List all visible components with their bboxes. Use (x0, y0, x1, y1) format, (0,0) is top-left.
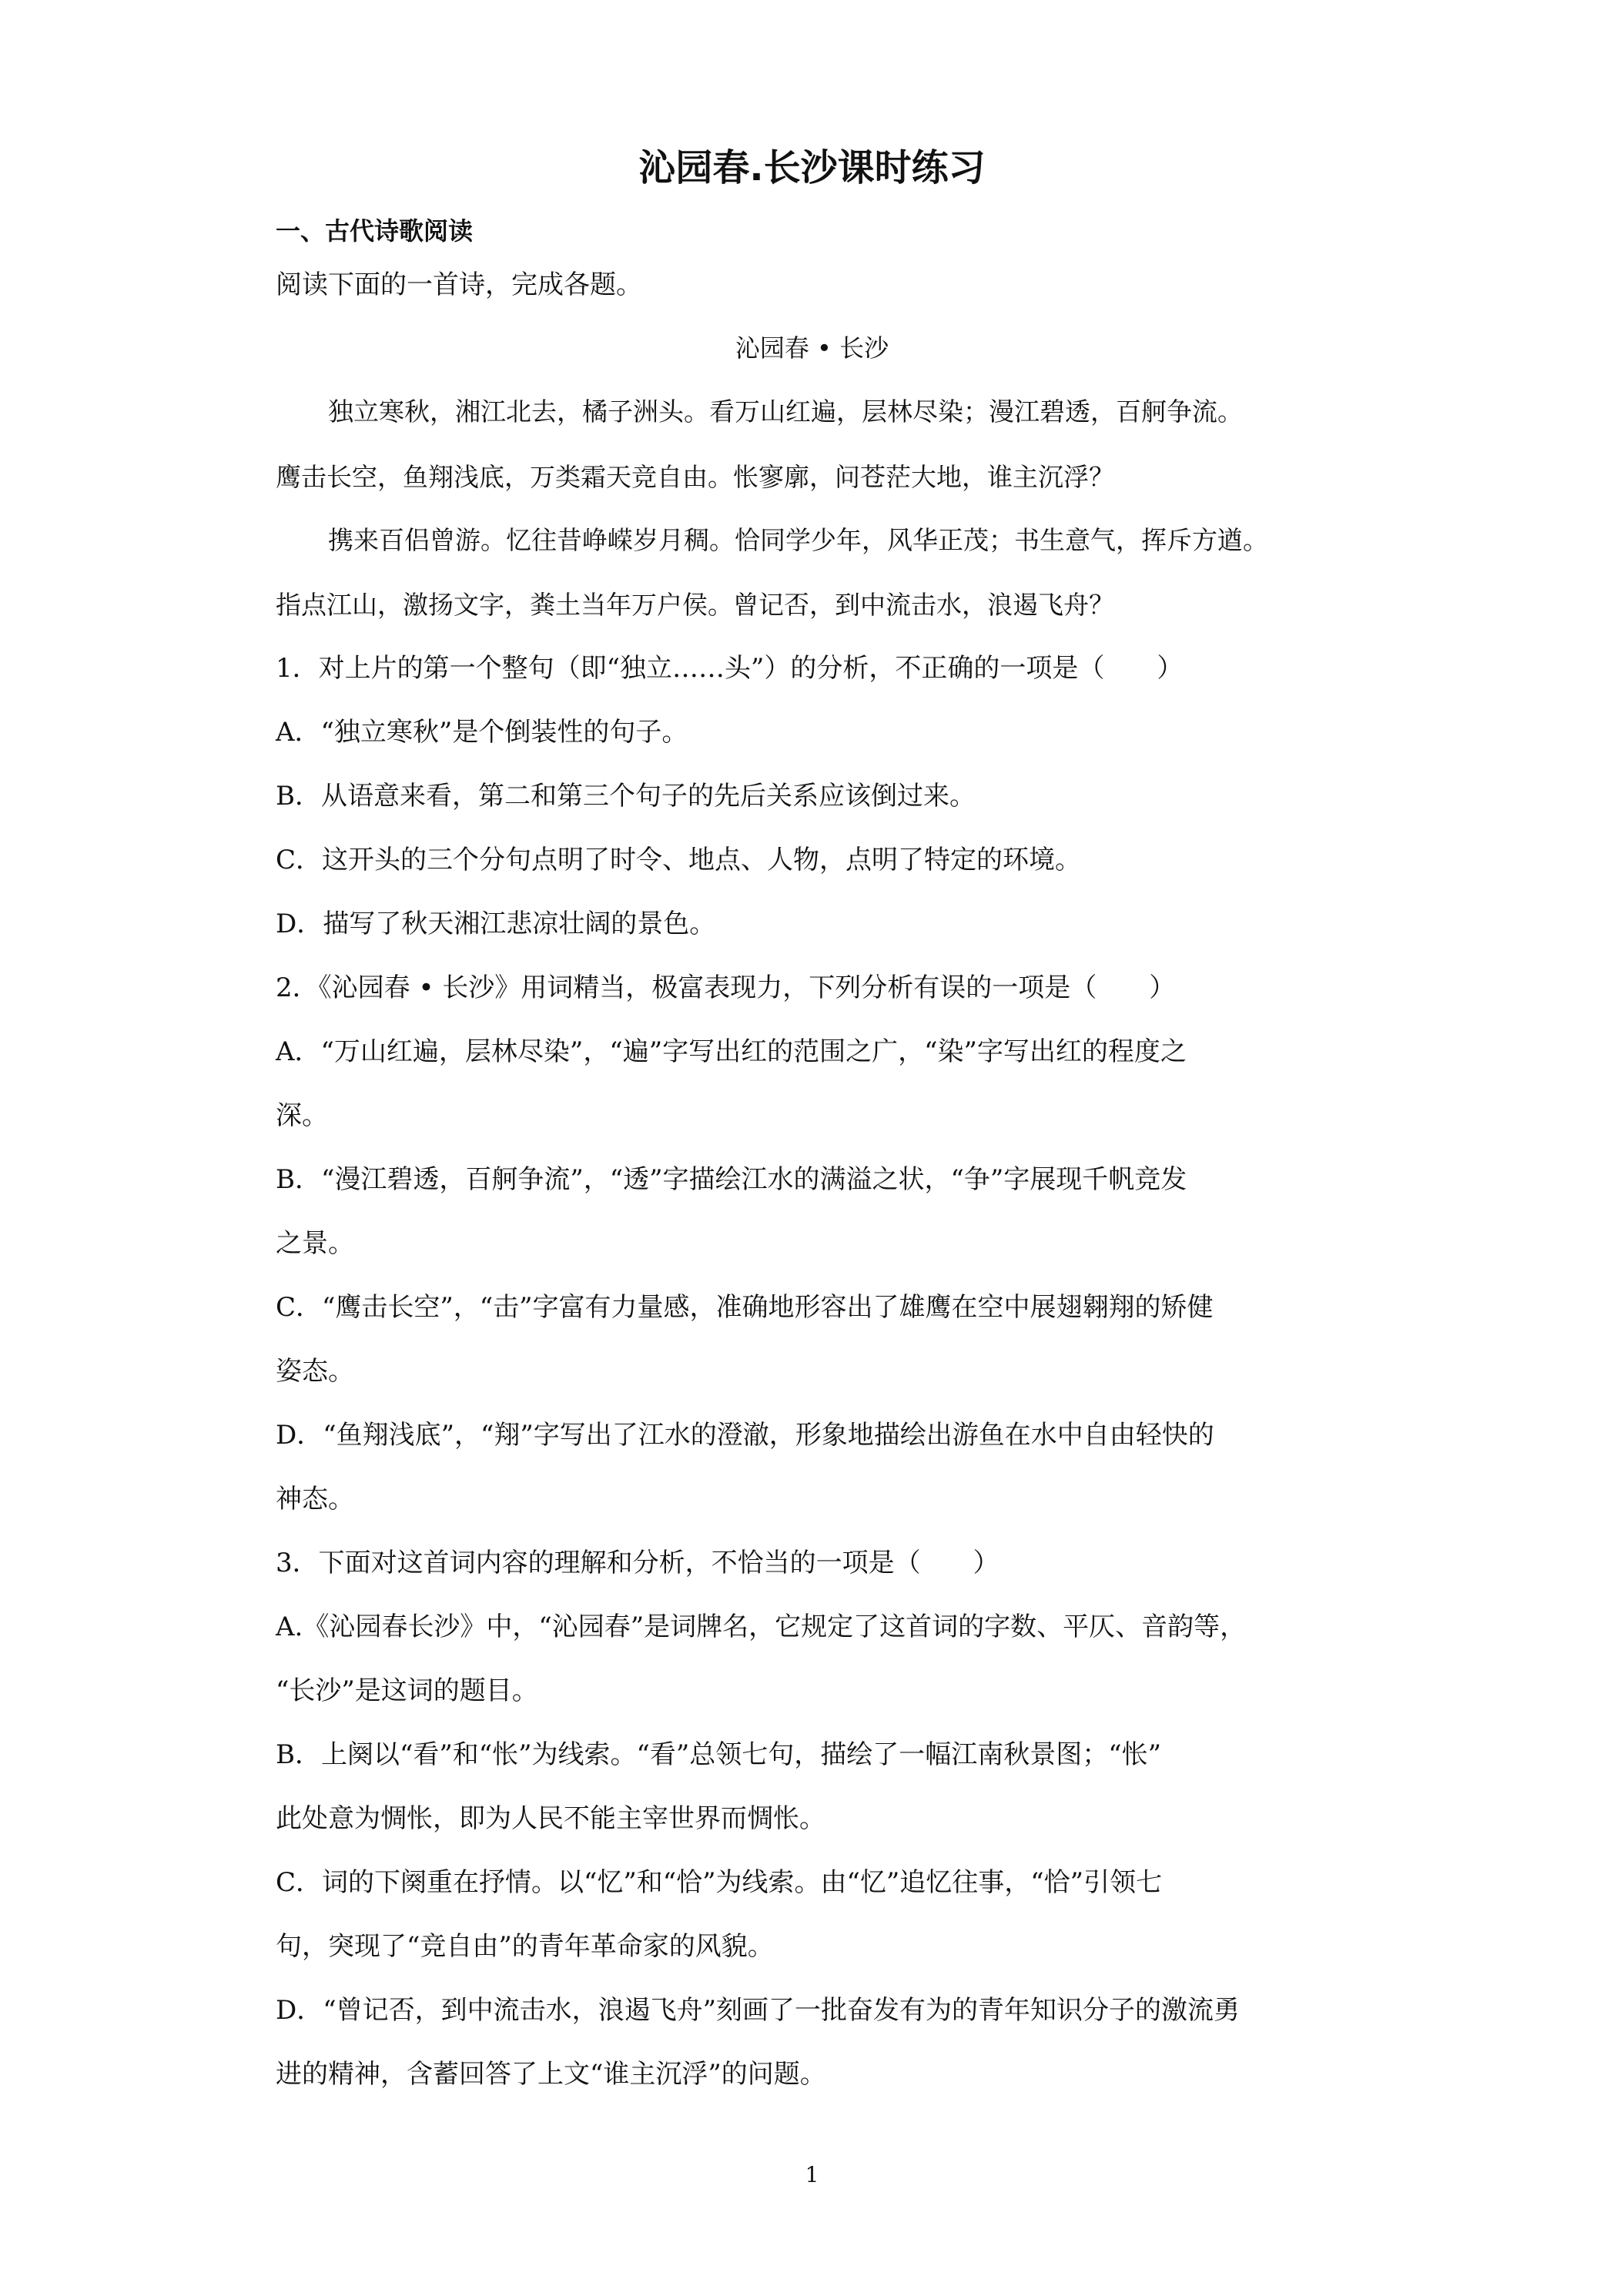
answer-option: C．“鹰击长空”，“击”字富有力量感，准确地形容出了雄鹰在空中展翅翱翔的矫健 (276, 1292, 1214, 1323)
answer-option-continued: 神态。 (276, 1484, 354, 1514)
answer-option: B．上阕以“看”和“怅”为线索。“看”总领七句，描绘了一幅江南秋景图；“怅” (276, 1739, 1162, 1770)
answer-option: A.《沁园春长沙》中，“沁园春”是词牌名，它规定了这首词的字数、平仄、音韵等， (276, 1612, 1247, 1642)
answer-option: A．“独立寒秋”是个倒装性的句子。 (276, 717, 688, 748)
answer-option: C．词的下阕重在抒情。以“忆”和“恰”为线索。由“忆”追忆往事，“恰”引领七 (276, 1867, 1163, 1898)
answer-option-continued: 深。 (276, 1100, 328, 1131)
answer-option: A．“万山红遍，层林尽染”，“遍”字写出红的范围之广，“染”字写出红的程度之 (276, 1036, 1187, 1067)
answer-option-continued: 之景。 (276, 1228, 354, 1259)
answer-option: D．描写了秋天湘江悲凉壮阔的景色。 (276, 909, 716, 939)
answer-option: D．“鱼翔浅底”，“翔”字写出了江水的澄澈，形象地描绘出游鱼在水中自由轻快的 (276, 1420, 1214, 1451)
section-heading: 一、古代诗歌阅读 (276, 216, 474, 246)
answer-option: B．“漫江碧透，百舸争流”，“透”字描绘江水的满溢之状，“争”字展现千帆竞发 (276, 1164, 1187, 1195)
poem-line: 指点江山，激扬文字，粪土当年万户侯。曾记否，到中流击水，浪遏飞舟？ (276, 590, 1114, 620)
answer-option-continued: 句，突现了“竞自由”的青年革命家的风貌。 (276, 1931, 774, 1962)
page-title: 沁园春.长沙课时练习 (638, 146, 986, 189)
instruction-text: 阅读下面的一首诗，完成各题。 (276, 269, 642, 300)
answer-option-continued: 进的精神，含蓄回答了上文“谁主沉浮”的问题。 (276, 2059, 826, 2090)
question-stem: 1．对上片的第一个整句（即“独立……头”）的分析，不正确的一项是（ ） (276, 653, 1184, 684)
question-stem: 2．《沁园春 • 长沙》用词精当，极富表现力，下列分析有误的一项是（ ） (276, 972, 1176, 1003)
answer-option: B．从语意来看，第二和第三个句子的先后关系应该倒过来。 (276, 781, 976, 812)
answer-option-continued: 姿态。 (276, 1356, 354, 1387)
poem-title: 沁园春 • 长沙 (735, 333, 889, 363)
poem-line: 独立寒秋，湘江北去，橘子洲头。看万山红遍，层林尽染；漫江碧透，百舸争流。 (328, 397, 1243, 427)
answer-option-continued: “长沙”是这词的题目。 (276, 1675, 538, 1706)
answer-option: D．“曾记否，到中流击水，浪遏飞舟”刻画了一批奋发有为的青年知识分子的激流勇 (276, 1995, 1241, 2026)
page-number: 1 (805, 2162, 819, 2187)
answer-option-continued: 此处意为惆怅，即为人民不能主宰世界而惆怅。 (276, 1803, 825, 1834)
answer-option: C．这开头的三个分句点明了时令、地点、人物，点明了特定的环境。 (276, 845, 1082, 875)
poem-line: 鹰击长空，鱼翔浅底，万类霜天竞自由。怅寥廓，问苍茫大地，谁主沉浮？ (276, 462, 1114, 492)
poem-line: 携来百侣曾游。忆往昔峥嵘岁月稠。恰同学少年，风华正茂；书生意气，挥斥方遒。 (328, 525, 1268, 555)
question-stem: 3．下面对这首词内容的理解和分析，不恰当的一项是（ ） (276, 1548, 1000, 1578)
